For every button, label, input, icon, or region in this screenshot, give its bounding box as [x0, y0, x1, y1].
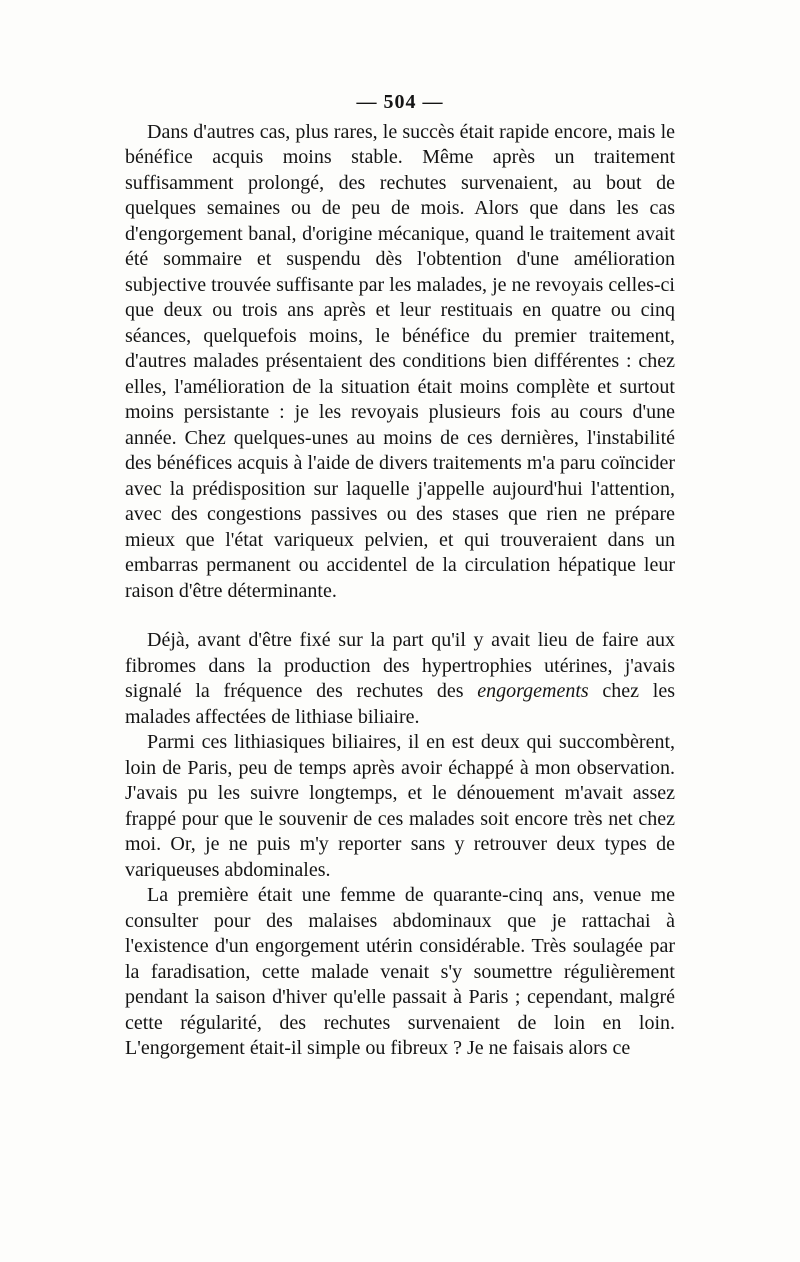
paragraph-1: Dans d'autres cas, plus rares, le succès était rapide encore, mais le bénéfice acquis moins stable. Même après un traitement suffisamment prolongé, des rechutes survenaient, au bout de quelques semaines ou de peu de mois. Alors que dans les cas d'engorgement banal, d'origine mécanique, quand le traitement avait été sommaire et suspendu dès l'obtention d'une amélioration subjective trouvée suffisante par les malades, je ne revoyais celles-ci que deux ou trois ans après et leur restituais en quatre ou cinq séances, quelquefois moins, le bénéfice du premier traitement, d'autres malades présentaient des conditions bien différentes : chez elles, l'amélioration de la situation était moins complète et surtout moins persistante : je les revoyais plusieurs fois au cours d'une année. Chez quelques-unes au moins de ces dernières, l'instabilité des bénéfices acquis à l'aide de divers traitements m'a paru coïncider avec la prédisposition sur laquelle j'appelle aujourd'hui l'attention, avec des congestions passives ou des stases que rien ne prépare mieux que l'état variqueux pelvien, et qui trouveraient dans un embarras permanent ou accidentel de la circulation hépatique leur raison d'être déterminante.	[125, 120, 675, 602]
paragraph-4: La première était une femme de quarante-cinq ans, venue me consulter pour des malaises abdominaux que je rattachai à l'existence d'un engorgement utérin considérable. Très soulagée par la faradisation, cette malade venait s'y soumettre régulièrement pendant la saison d'hiver qu'elle passait à Paris ; cependant, malgré cette régularité, des rechutes survenaient de loin en loin. L'engorgement était-il simple ou fibreux ? Je ne faisais alors ce	[125, 884, 675, 1059]
page-number: — 504 —	[356, 91, 444, 113]
paragraph-2-text-after: chez les malades affectées de lithiase biliaire.	[125, 680, 675, 728]
paragraph-3: Parmi ces lithiasiques biliaires, il en est deux qui succombèrent, loin de Paris, peu de temps après avoir échappé à mon observation. J'avais pu les suivre longtemps, et le dénouement m'avait assez frappé pour que le souvenir de ces malades soit encore très net chez moi. Or, je ne puis m'y reporter sans y retrouver deux types de variqueuses abdominales.	[125, 731, 675, 881]
page-body	[125, 90, 675, 1062]
paragraph-2-text-before: Déjà, avant d'être fixé sur la part qu'il y avait lieu de faire aux fibromes dans la production des hypertrophies utérines, j'avais signalé la fréquence des rechutes des	[125, 629, 675, 702]
paragraph-2-emphasis: engorgements	[477, 680, 589, 702]
paragraph-2	[125, 628, 675, 730]
